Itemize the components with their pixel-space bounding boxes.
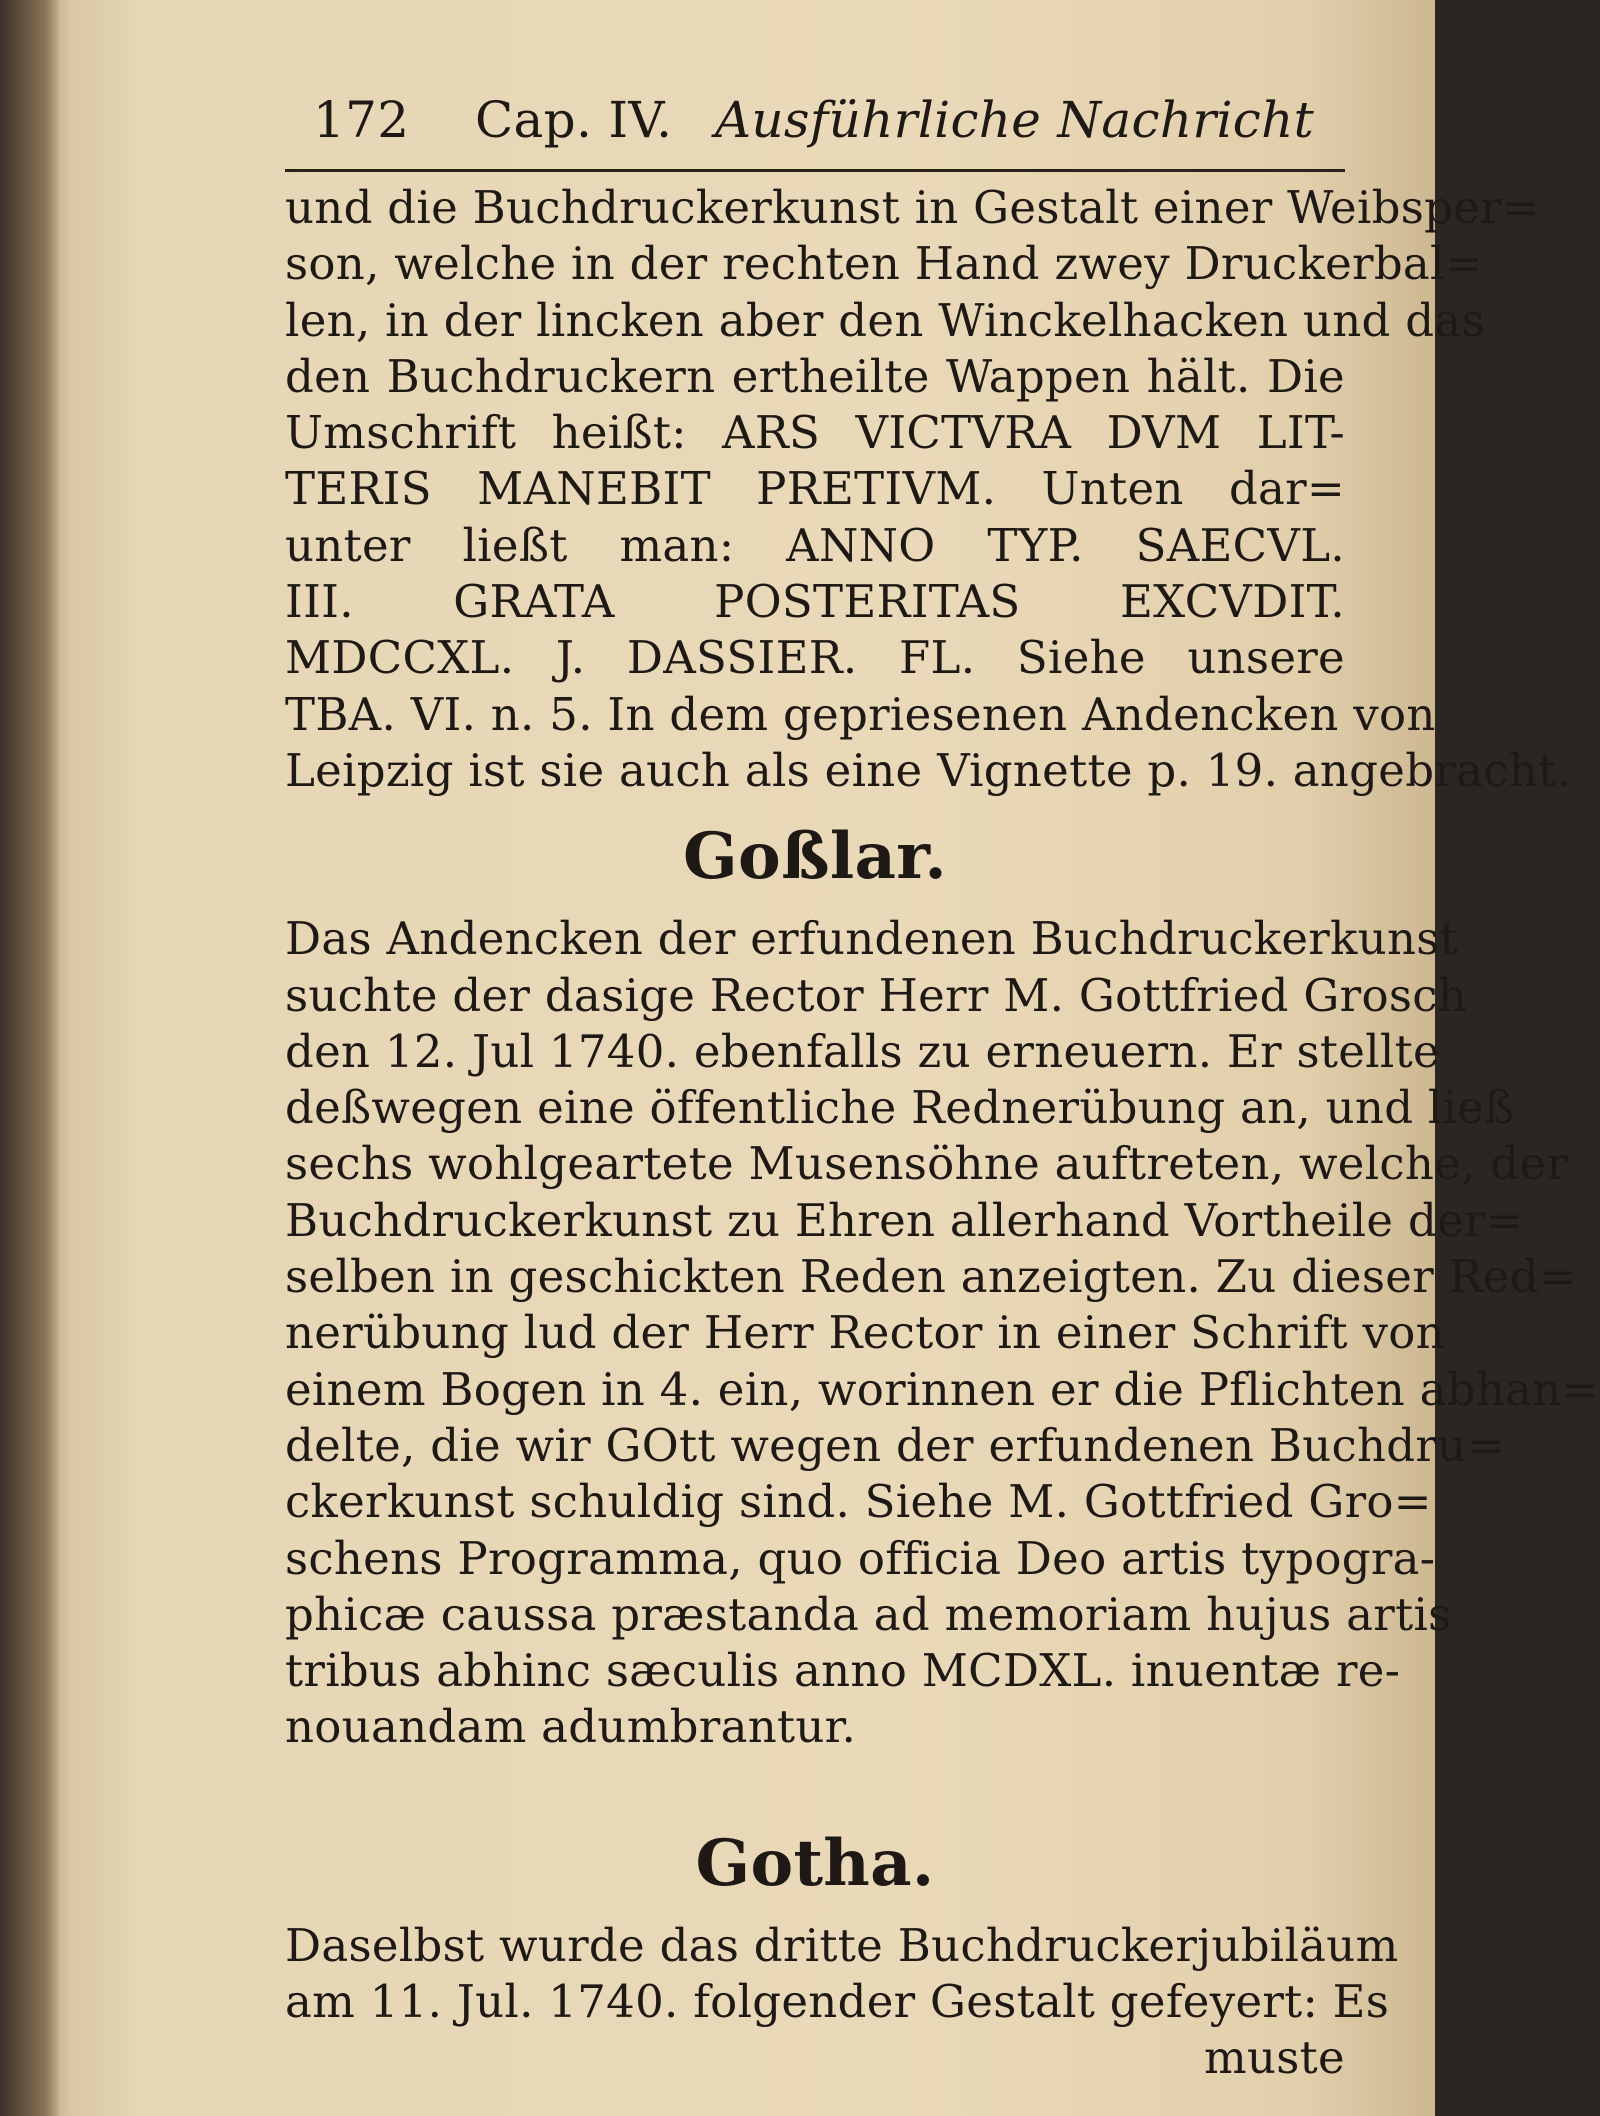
section-heading-goslar: Goßlar. xyxy=(683,819,947,895)
running-header xyxy=(285,85,1345,172)
text-line: Das Andencken der erfundenen Buchdruckerkunst xyxy=(285,912,1458,966)
section-goslar xyxy=(285,911,1600,1755)
section-heading-gotha: Gotha. xyxy=(695,1825,935,1901)
text-line: nerübung lud der Herr Rector in einer Schrift von xyxy=(285,1306,1445,1360)
text-line: Umschrift heißt: ARS VICTVRA DVM LIT- xyxy=(285,406,1345,460)
text-line: den Buchdruckern ertheilte Wappen hält. Die xyxy=(285,349,1345,403)
text-line: TBA. VI. n. 5. In dem gepriesenen Andencken von xyxy=(285,687,1436,741)
text-line: son, welche in der rechten Hand zwey Druckerbal= xyxy=(285,237,1483,291)
text-line: MDCCXL. J. DASSIER. FL. Siehe unsere xyxy=(285,631,1345,685)
text-line: am 11. Jul. 1740. folgender Gestalt gefeyert: Es xyxy=(285,1975,1390,2029)
book-binding-edge xyxy=(0,0,60,2116)
page-number: 172 xyxy=(313,91,410,149)
text-line: schens Programma, quo officia Deo artis typogra- xyxy=(285,1531,1436,1585)
text-line: delte, die wir GOtt wegen der erfundenen Buchdru= xyxy=(285,1418,1505,1472)
text-line: suchte der dasige Rector Herr M. Gottfried Grosch xyxy=(285,968,1468,1022)
text-line: phicæ caussa præstanda ad memoriam hujus artis xyxy=(285,1587,1452,1641)
running-title: Ausführliche Nachricht xyxy=(715,91,1315,149)
text-line: III. GRATA POSTERITAS EXCVDIT. xyxy=(285,575,1345,629)
text-line: Buchdruckerkunst zu Ehren allerhand Vortheile der= xyxy=(285,1193,1524,1247)
text-line: Leipzig ist sie auch als eine Vignette p. 19. angebracht. xyxy=(285,743,1572,797)
text-line: sechs wohlgeartete Musensöhne auftreten, welche, der xyxy=(285,1137,1569,1191)
text-line: deßwegen eine öffentliche Rednerübung an, und ließ xyxy=(285,1081,1515,1135)
text-line: tribus abhinc sæculis anno MCDXL. inuentæ re- xyxy=(285,1644,1401,1698)
text-line: len, in der lincken aber den Winckelhacken und das xyxy=(285,293,1485,347)
text-line: selben in geschickten Reden anzeigten. Zu dieser Red= xyxy=(285,1250,1577,1304)
text-line: ckerkunst schuldig sind. Siehe M. Gottfried Gro= xyxy=(285,1475,1432,1529)
text-line: nouandam adumbrantur. xyxy=(285,1700,857,1754)
text-line: TERIS MANEBIT PRETIVM. Unten dar= xyxy=(285,462,1345,516)
page-text-block xyxy=(285,85,1600,2085)
section-gotha xyxy=(285,1918,1399,2087)
chapter-label: Cap. IV. xyxy=(475,91,673,149)
text-line: und die Buchdruckerkunst in Gestalt einer Weibsper= xyxy=(285,181,1541,234)
text-line: Daselbst wurde das dritte Buchdruckerjubiläum xyxy=(285,1918,1399,1972)
section-continuation xyxy=(285,180,1572,799)
text-line: einem Bogen in 4. ein, worinnen er die Pflichten abhan= xyxy=(285,1362,1600,1416)
text-line: den 12. Jul 1740. ebenfalls zu erneuern. Er stellte xyxy=(285,1024,1440,1078)
text-line: unter ließt man: ANNO TYP. SAECVL. xyxy=(285,518,1345,572)
catchword: muste xyxy=(1204,2031,1345,2085)
